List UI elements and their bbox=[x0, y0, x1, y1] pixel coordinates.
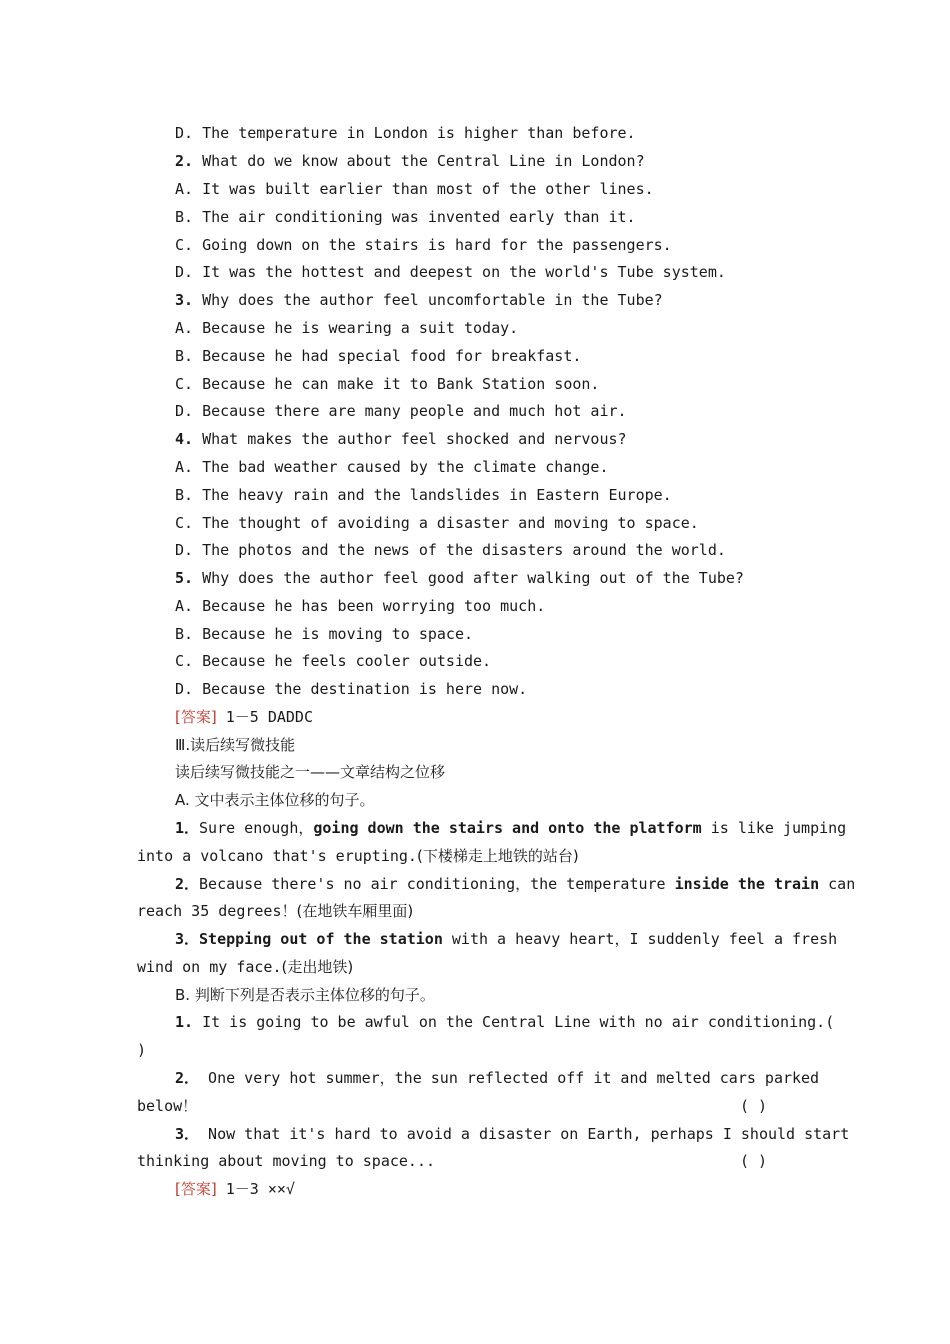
judge-number: 3． bbox=[175, 1125, 200, 1143]
question-number: 4. bbox=[175, 430, 194, 448]
q2-option-b: B. The air conditioning was invented early than it. bbox=[175, 208, 636, 226]
example-1-line-2 bbox=[137, 846, 579, 866]
q5-option-a: A. Because he has been worrying too much. bbox=[175, 597, 546, 615]
q3-option-d: D. Because there are many people and much hot air. bbox=[175, 402, 627, 420]
q5-option-b: B. Because he is moving to space. bbox=[175, 625, 474, 643]
judge-2-paren: ( ) bbox=[740, 1097, 768, 1115]
question-text: What makes the author feel shocked and nervous? bbox=[193, 430, 627, 448]
example-number: 3． bbox=[175, 930, 200, 948]
judge-3-paren: ( ) bbox=[740, 1152, 768, 1170]
section-heading: Ⅲ.读后续写微技能 bbox=[175, 736, 296, 754]
answer-line-2 bbox=[175, 1179, 295, 1199]
example-text: can bbox=[819, 875, 856, 893]
judge-text: It is going to be awful on the Central Line with no air conditioning.( bbox=[193, 1013, 835, 1031]
section-subheading: 读后续写微技能之一——文章结构之位移 bbox=[175, 763, 446, 781]
example-2-line-1 bbox=[175, 874, 855, 894]
answer-tag: [答案] bbox=[175, 1180, 217, 1198]
example-text: reach 35 degrees！ bbox=[137, 902, 297, 920]
example-text: is like jumping bbox=[701, 819, 847, 837]
example-number: 2． bbox=[175, 875, 200, 893]
question-number: 3. bbox=[175, 291, 194, 309]
q4-option-b: B. The heavy rain and the landslides in Eastern Europe. bbox=[175, 486, 672, 504]
q5-option-d: D. Because the destination is here now. bbox=[175, 680, 528, 698]
q3-option-c: C. Because he can make it to Bank Station soon. bbox=[175, 375, 600, 393]
question-number: 2. bbox=[175, 152, 194, 170]
judge-2-line-1 bbox=[175, 1068, 819, 1088]
example-text: wind on my face. bbox=[137, 958, 282, 976]
example-translation: (下楼梯走上地铁的站台) bbox=[416, 847, 579, 865]
judge-2-line-2 bbox=[137, 1096, 797, 1116]
question-2 bbox=[175, 151, 645, 171]
example-text: Because there's no air conditioning，the temperature bbox=[199, 875, 675, 893]
q4-option-c: C. The thought of avoiding a disaster and moving to space. bbox=[175, 514, 699, 532]
judge-3-line-1 bbox=[175, 1124, 849, 1144]
judge-3-line-2: thinking about moving to space... bbox=[137, 1152, 436, 1170]
judge-text: Now that it's hard to avoid a disaster on Earth, perhaps I should start bbox=[199, 1125, 850, 1143]
example-3-line-2 bbox=[137, 957, 353, 977]
q2-option-a: A. It was built earlier than most of the other lines. bbox=[175, 180, 654, 198]
judge-text: below！ bbox=[137, 1097, 198, 1115]
q4-option-a: A. The bad weather caused by the climate change. bbox=[175, 458, 609, 476]
question-3 bbox=[175, 290, 663, 310]
answer-line-1 bbox=[175, 707, 313, 727]
example-text: with a heavy heart，I suddenly feel a fresh bbox=[442, 930, 838, 948]
example-text: Sure enough， bbox=[199, 819, 314, 837]
example-translation: (走出地铁) bbox=[281, 958, 354, 976]
example-2-line-2 bbox=[137, 901, 413, 921]
q1-option-d: D. The temperature in London is higher than before. bbox=[175, 124, 636, 142]
answer-text: 1－3 ××√ bbox=[216, 1180, 295, 1198]
example-translation: (在地铁车厢里面) bbox=[296, 902, 414, 920]
judge-number: 2． bbox=[175, 1069, 200, 1087]
question-text: Why does the author feel uncomfortable in the Tube? bbox=[193, 291, 663, 309]
part-a-heading: A. 文中表示主体位移的句子。 bbox=[175, 791, 375, 809]
judge-number: 1. bbox=[175, 1013, 194, 1031]
example-1-line-1 bbox=[175, 818, 846, 838]
question-number: 5. bbox=[175, 569, 194, 587]
example-highlight: Stepping out of the station bbox=[199, 930, 443, 948]
answer-tag: [答案] bbox=[175, 708, 217, 726]
q3-option-a: A. Because he is wearing a suit today. bbox=[175, 319, 519, 337]
judge-1-line-1 bbox=[175, 1012, 834, 1032]
q5-option-c: C. Because he feels cooler outside. bbox=[175, 652, 492, 670]
example-text: into a volcano that's erupting. bbox=[137, 847, 417, 865]
question-4 bbox=[175, 429, 627, 449]
example-3-line-1 bbox=[175, 929, 837, 949]
example-highlight: inside the train bbox=[674, 875, 820, 893]
answer-text: 1－5 DADDC bbox=[216, 708, 313, 726]
question-5 bbox=[175, 568, 744, 588]
example-highlight: going down the stairs and onto the platform bbox=[313, 819, 702, 837]
question-text: What do we know about the Central Line in London? bbox=[193, 152, 645, 170]
part-b-heading: B. 判断下列是否表示主体位移的句子。 bbox=[175, 986, 435, 1004]
q2-option-c: C. Going down on the stairs is hard for the passengers. bbox=[175, 236, 672, 254]
question-text: Why does the author feel good after walking out of the Tube? bbox=[193, 569, 744, 587]
q2-option-d: D. It was the hottest and deepest on the world's Tube system. bbox=[175, 263, 726, 281]
q4-option-d: D. The photos and the news of the disasters around the world. bbox=[175, 541, 726, 559]
q3-option-b: B. Because he had special food for breakfast. bbox=[175, 347, 582, 365]
judge-text: One very hot summer，the sun reflected off it and melted cars parked bbox=[199, 1069, 820, 1087]
example-number: 1． bbox=[175, 819, 200, 837]
judge-1-line-2: ) bbox=[137, 1041, 147, 1059]
